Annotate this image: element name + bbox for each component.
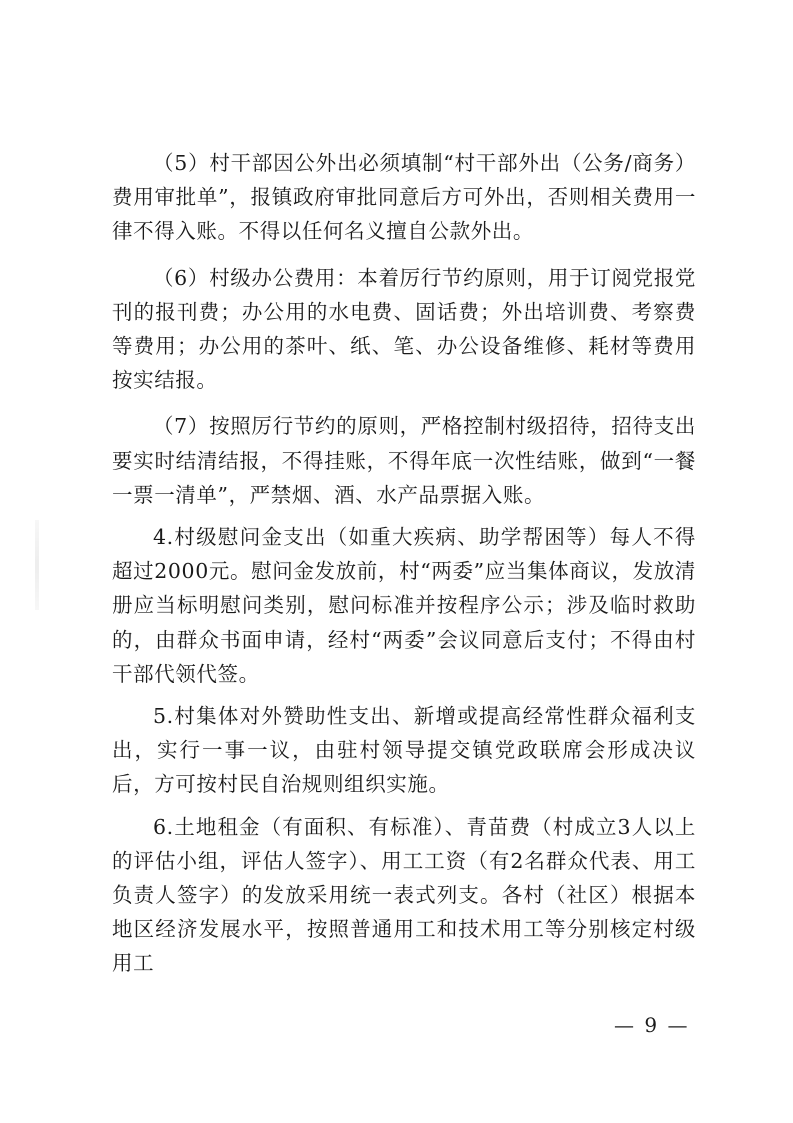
scan-artifact (35, 520, 39, 610)
paragraph-condolence-payments: 4.村级慰问金支出（如重大疾病、助学帮困等）每人不得超过2000元。慰问金发放前，村“两委”应当集体商议，发放清册应当标明慰问类别，慰问标准并按程序公示；涉及临时救助的，由群众书面申请，经村“两委”会议同意后支付；不得由村干部代领代签。 (112, 525, 696, 686)
document-body (112, 146, 696, 981)
paragraph-land-rent-wages: 6.土地租金（有面积、有标准）、青苗费（村成立3人以上的评估小组，评估人签字）、用工工资（有2名群众代表、用工负责人签字）的发放采用统一表式列支。各村（社区）根据本地区经济发展水平，按照普通用工和技术用工等分别核定村级用工 (112, 814, 696, 976)
paragraph-hospitality-expenses: （7）按照厉行节约的原则，严格控制村级招待，招待支出要实时结清结报，不得挂账，不得年底一次性结账，做到“一餐一票一清单”，严禁烟、酒、水产品票据入账。 (112, 414, 696, 507)
paragraph-office-expenses: （6）村级办公费用：本着厉行节约原则，用于订阅党报党刊的报刊费；办公用的水电费、固话费；外出培训费、考察费等费用；办公用的茶叶、纸、笔、办公设备维修、耗材等费用按实结报。 (112, 265, 696, 393)
paragraph-sponsorship-expenses: 5.村集体对外赞助性支出、新增或提高经常性群众福利支出，实行一事一议，由驻村领导提交镇党政联席会形成决议后，方可按村民自治规则组织实施。 (112, 704, 696, 797)
page-number: — 9 — (614, 1013, 690, 1037)
paragraph-travel-expenses: （5）村干部因公外出必须填制“村干部外出（公务/商务）费用审批单”，报镇政府审批同意后方可外出，否则相关费用一律不得入账。不得以任何名义擅自公款外出。 (112, 151, 696, 244)
